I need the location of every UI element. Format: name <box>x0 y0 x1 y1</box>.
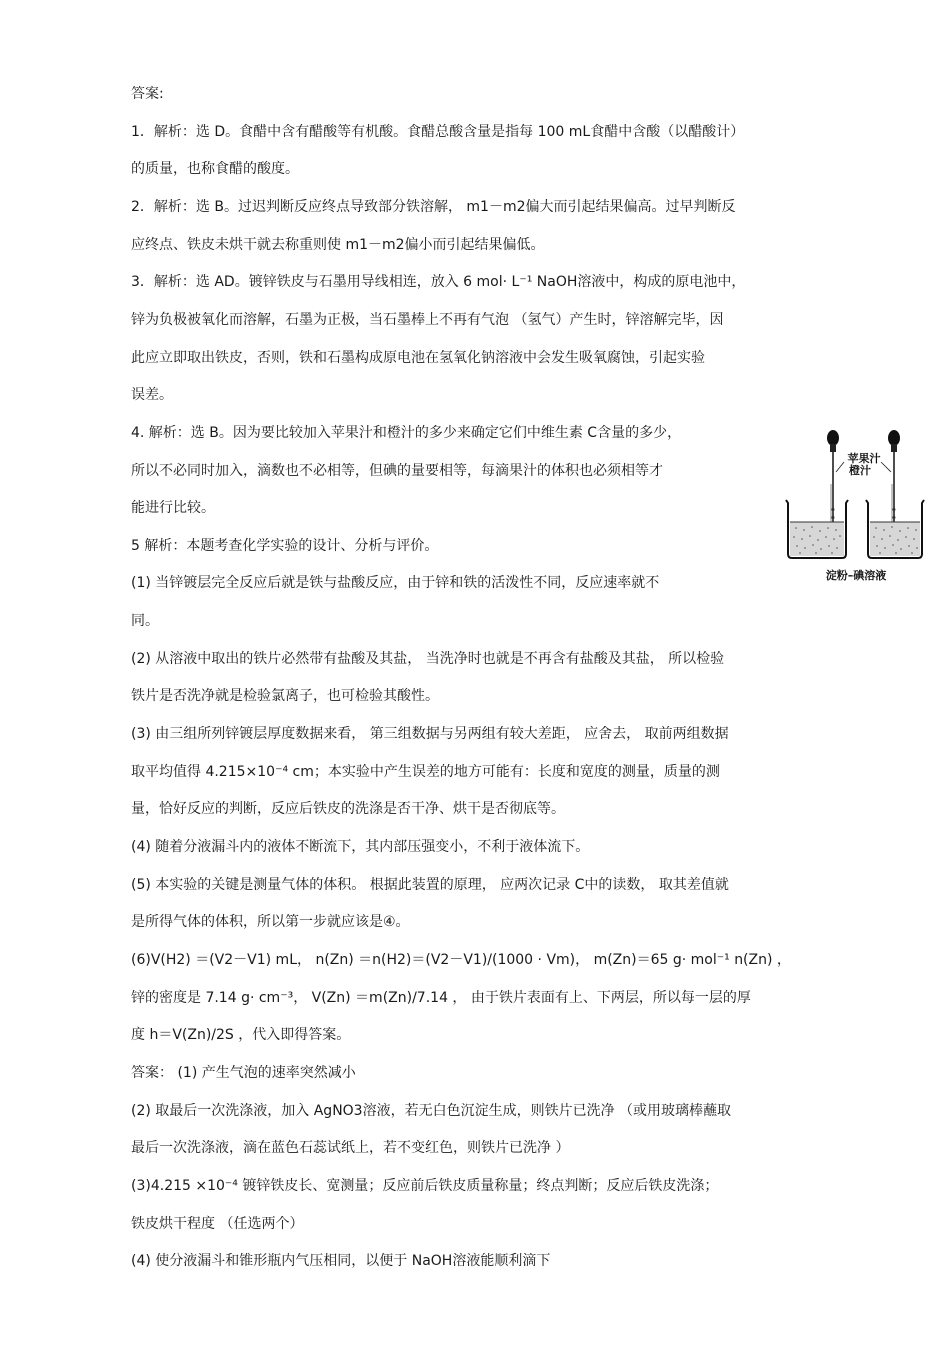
droppers-beakers-diagram <box>776 424 926 594</box>
text-line: 2．解析：选 B。过迟判断反应终点导致部分铁溶解， m1－m2偏大而引起结果偏高。过早判断反 <box>131 199 736 215</box>
svg-text:o: o <box>831 515 835 521</box>
text-line: (2) 取最后一次洗涤液，加入 AgNO3溶液，若无白色沉淀生成，则铁片已洗净 （或用玻璃棒蘸取 <box>131 1103 732 1119</box>
label-starch-iodine: 淀粉–碘溶液 <box>825 569 887 582</box>
text-line: 5 解析：本题考查化学实验的设计、分析与评价。 <box>131 538 439 554</box>
experiment-figure <box>776 424 926 594</box>
text-line: 取平均值得 4.215×10⁻⁴ cm；本实验中产生误差的地方可能有：长度和宽度的测量，质量的测 <box>131 764 720 780</box>
svg-text:o: o <box>892 507 896 513</box>
text-line: 1．解析：选 D。食醋中含有醋酸等有机酸。食醋总酸含量是指每 100 mL食醋中含酸（以醋酸计） <box>131 124 745 140</box>
svg-text:o: o <box>831 507 835 513</box>
label-apple-juice: 苹果汁 <box>847 452 881 465</box>
svg-text:o: o <box>892 515 896 521</box>
text-line: 误差。 <box>131 387 173 403</box>
text-line: 最后一次洗涤液，滴在蓝色石蕊试纸上，若不变红色，则铁片已洗净 ） <box>131 1140 570 1156</box>
text-line: 所以不必同时加入，滴数也不必相等，但碘的量要相等，每滴果汁的体积也必须相等才 <box>131 463 663 479</box>
text-line: 锌为负极被氧化而溶解，石墨为正极，当石墨棒上不再有气泡 （氢气）产生时，锌溶解完毕，因 <box>131 312 724 328</box>
text-line: (3)4.215 ×10⁻⁴ 镀锌铁皮长、宽测量；反应前后铁皮质量称量；终点判断；反应后铁皮洗涤； <box>131 1178 719 1194</box>
text-line: 度 h＝V(Zn)/2S ，代入即得答案。 <box>131 1027 351 1043</box>
text-line: (2) 从溶液中取出的铁片必然带有盐酸及其盐， 当洗净时也就是不再含有盐酸及其盐， 所以检验 <box>131 651 725 667</box>
text-line: (5) 本实验的关键是测量气体的体积。 根据此装置的原理， 应两次记录 C中的读数， 取其差值就 <box>131 877 729 893</box>
text-line: 此应立即取出铁皮，否则，铁和石墨构成原电池在氢氧化钠溶液中会发生吸氧腐蚀，引起实验 <box>131 350 705 366</box>
text-line: (1) 当锌镀层完全反应后就是铁与盐酸反应，由于锌和铁的活泼性不同，反应速率就不 <box>131 575 660 591</box>
text-line: 答案: <box>131 86 164 102</box>
left-beaker <box>786 500 848 558</box>
text-line: 是所得气体的体积，所以第一步就应该是④。 <box>131 914 410 930</box>
text-line: 同。 <box>131 613 159 629</box>
left-dropper <box>827 430 839 529</box>
text-line: 3．解析：选 AD。镀锌铁皮与石墨用导线相连，放入 6 mol· L⁻¹ NaOH溶液中，构成的原电池中， <box>131 274 746 290</box>
text-line: 铁片是否洗净就是检验氯离子，也可检验其酸性。 <box>131 688 439 704</box>
text-line: 量，恰好反应的判断，反应后铁皮的洗涤是否干净、烘干是否彻底等。 <box>131 801 565 817</box>
text-line: 4. 解析：选 B。因为要比较加入苹果汁和橙汁的多少来确定它们中维生素 C含量的多少， <box>131 425 682 441</box>
text-line: (3) 由三组所列锌镀层厚度数据来看， 第三组数据与另两组有较大差距， 应舍去， 取前两组数据 <box>131 726 729 742</box>
text-line: 锌的密度是 7.14 g· cm⁻³， V(Zn) ＝m(Zn)/7.14 ， 由于铁片表面有上、下两层，所以每一层的厚 <box>131 990 751 1006</box>
text-line: (4) 随着分液漏斗内的液体不断流下，其内部压强变小，不利于液体流下。 <box>131 839 590 855</box>
text-line: (4) 使分液漏斗和锥形瓶内气压相同，以便于 NaOH溶液能顺利滴下 <box>131 1253 551 1269</box>
right-dropper <box>888 430 900 529</box>
text-line: 的质量，也称食醋的酸度。 <box>131 161 299 177</box>
text-line: 应终点、铁皮未烘干就去称重则使 m1－m2偏小而引起结果偏低。 <box>131 237 545 253</box>
text-line: 铁皮烘干程度 （任选两个） <box>131 1216 304 1232</box>
text-line: (6)V(H2) ＝(V2－V1) mL， n(Zn) ＝n(H2)＝(V2－V1)/(1000 · Vm)， m(Zn)＝65 g· mol⁻¹ n(Zn) ， <box>131 952 791 968</box>
label-orange-juice: 橙汁 <box>849 464 871 477</box>
text-line: 能进行比较。 <box>131 500 215 516</box>
text-line: 答案： (1) 产生气泡的速率突然减小 <box>131 1065 356 1081</box>
